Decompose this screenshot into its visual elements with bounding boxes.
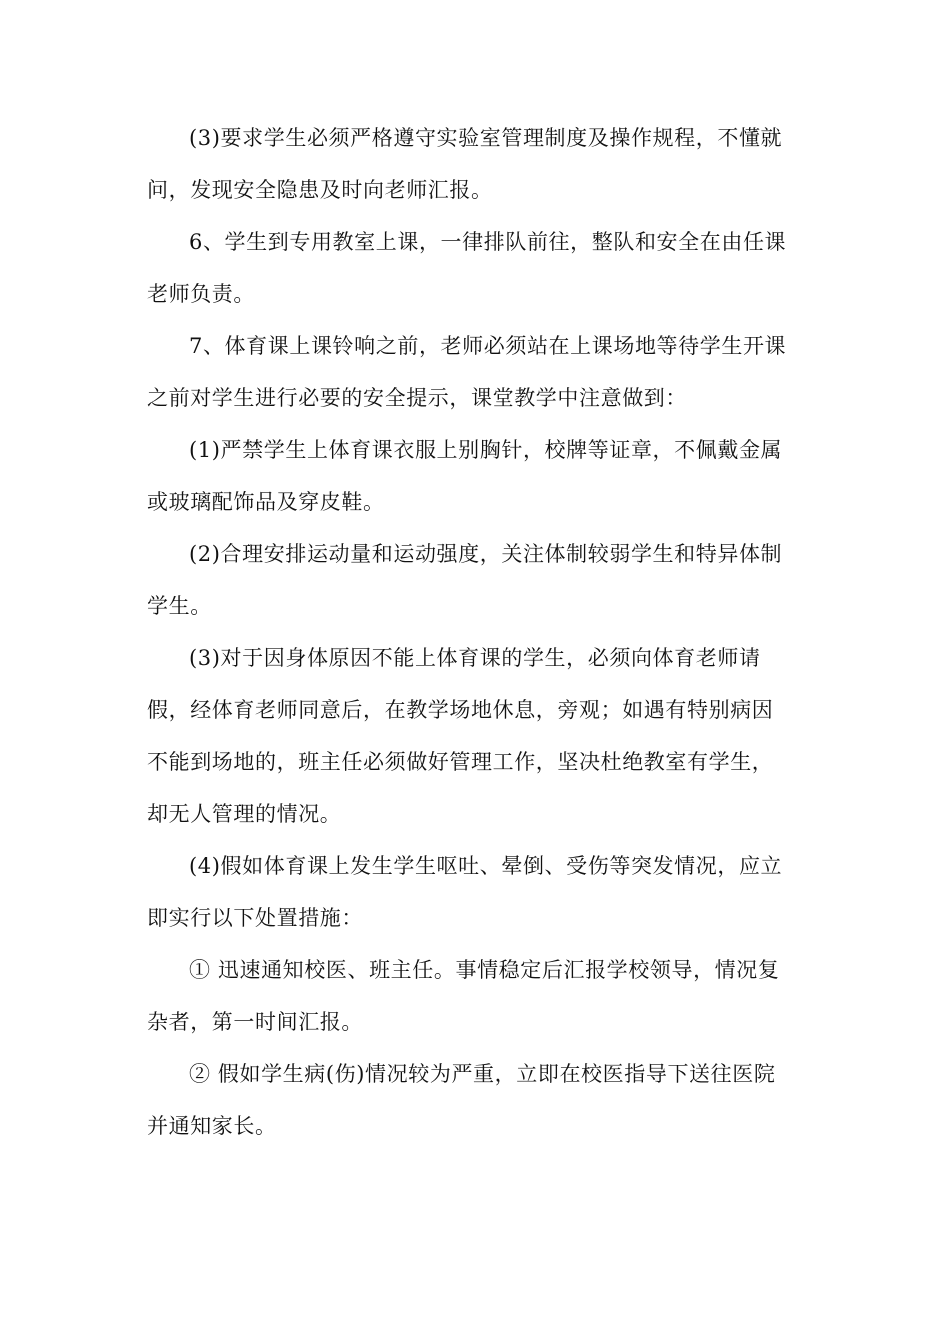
text-line: ① 迅速通知校医、班主任。事情稳定后汇报学校领导，情况复: [189, 958, 780, 982]
text-line: 却无人管理的情况。: [147, 802, 342, 826]
text-line: 之前对学生进行必要的安全提示，课堂教学中注意做到：: [147, 386, 687, 410]
text-line: ② 假如学生病(伤)情况较为严重，立即在校医指导下送往医院: [189, 1062, 776, 1086]
paragraph-pe-item-1: [147, 424, 807, 528]
text-line: (3)要求学生必须严格遵守实验室管理制度及操作规程，不懂就: [189, 126, 783, 150]
document-body: [147, 112, 807, 1152]
text-line: (4)假如体育课上发生学生呕吐、晕倒、受伤等突发情况，应立: [189, 854, 783, 878]
text-line: 问，发现安全隐患及时向老师汇报。: [147, 178, 493, 202]
text-line: 老师负责。: [147, 282, 255, 306]
text-line: 并通知家长。: [147, 1114, 277, 1138]
text-line: 杂者，第一时间汇报。: [147, 1010, 363, 1034]
paragraph-measure-1: [147, 944, 807, 1048]
text-line: 不能到场地的，班主任必须做好管理工作，坚决杜绝教室有学生，: [147, 750, 774, 774]
text-line: (1)严禁学生上体育课衣服上别胸针，校牌等证章，不佩戴金属: [189, 438, 783, 462]
text-line: (3)对于因身体原因不能上体育课的学生，必须向体育老师请: [189, 646, 761, 670]
text-line: 或玻璃配饰品及穿皮鞋。: [147, 490, 385, 514]
text-line: 假，经体育老师同意后，在教学场地休息，旁观；如遇有特别病因: [147, 698, 774, 722]
text-line: (2)合理安排运动量和运动强度，关注体制较弱学生和特异体制: [189, 542, 783, 566]
paragraph-pe-class: [147, 320, 807, 424]
paragraph-pe-item-2: [147, 528, 807, 632]
text-line: 即实行以下处置措施：: [147, 906, 363, 930]
paragraph-classroom-queue: [147, 216, 807, 320]
text-line: 7、体育课上课铃响之前，老师必须站在上课场地等待学生开课: [189, 334, 787, 358]
paragraph-pe-item-4: [147, 840, 807, 944]
text-line: 6、学生到专用教室上课，一律排队前往，整队和安全在由任课: [189, 230, 787, 254]
text-line: 学生。: [147, 594, 212, 618]
paragraph-lab-rules: [147, 112, 807, 216]
paragraph-measure-2: [147, 1048, 807, 1152]
paragraph-pe-item-3: [147, 632, 807, 840]
